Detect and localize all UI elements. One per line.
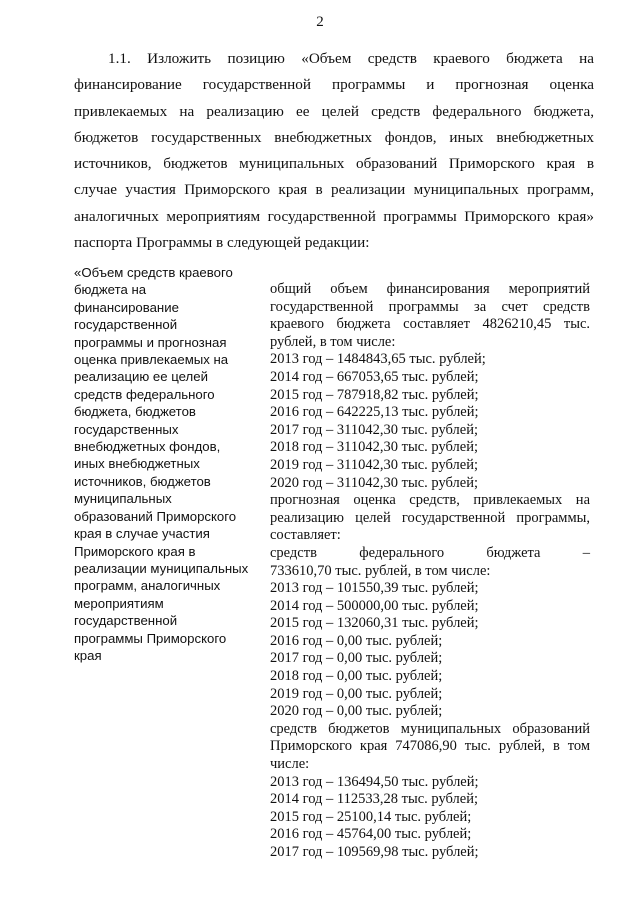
right-line: 2018 год – 311042,30 тыс. рублей; (270, 439, 478, 456)
left-line: государственных (74, 421, 179, 437)
right-line: средств бюджетов муниципальных образований (270, 720, 590, 737)
right-line: 733610,70 тыс. рублей, в том числе: (270, 562, 491, 579)
right-line: общий объем финансирования мероприятий (270, 281, 590, 297)
right-line: реализацию целей государственной программы, (270, 509, 590, 526)
right-line: составляет: (270, 527, 341, 544)
left-line: «Объем средств краевого (74, 265, 233, 280)
right-line: 2017 год – 311042,30 тыс. рублей; (270, 421, 478, 438)
right-line: 2014 год – 112533,28 тыс. рублей; (270, 791, 478, 808)
right-line: 2016 год – 0,00 тыс. рублей; (270, 632, 443, 649)
intro-line: аналогичных мероприятиям государственной программы Приморского края» (74, 207, 594, 225)
right-line: 2016 год – 45764,00 тыс. рублей; (270, 826, 472, 843)
left-line: программы Приморского (74, 630, 227, 646)
right-line: 2018 год – 0,00 тыс. рублей; (270, 668, 443, 685)
left-line: государственной (74, 613, 178, 629)
left-line: бюджета на (74, 282, 147, 298)
right-line: 2017 год – 0,00 тыс. рублей; (270, 650, 443, 667)
intro-line: финансирование государственной программы и прогнозная оценка (74, 76, 594, 94)
intro-line: паспорта Программы в следующей редакции: (74, 234, 370, 252)
left-line: муниципальных (74, 491, 172, 507)
left-line: края в случае участия (74, 526, 210, 542)
intro-line: бюджетов государственных внебюджетных фондов, иных внебюджетных (74, 128, 594, 146)
left-line: программы и прогнозная (74, 334, 227, 350)
right-line: 2015 год – 787918,82 тыс. рублей; (270, 386, 479, 403)
right-line: прогнозная оценка средств, привлекаемых на (270, 492, 590, 509)
left-line: иных внебюджетных (74, 456, 200, 472)
page-number: 2 (316, 14, 324, 30)
intro-line: источников, бюджетов муниципальных образований Приморского края в (74, 155, 594, 173)
intro-line: привлекаемых на реализацию ее целей средств федерального бюджета, (74, 102, 594, 120)
right-line: рублей, в том числе: (270, 333, 396, 350)
right-line: 2017 год – 109569,98 тыс. рублей; (270, 844, 479, 860)
left-line: государственной (74, 317, 178, 333)
intro-paragraph (74, 46, 594, 256)
right-line: 2015 год – 132060,31 тыс. рублей; (270, 615, 479, 632)
left-line: внебюджетных фондов, (74, 439, 221, 455)
right-line: числе: (270, 756, 310, 773)
right-line: 2014 год – 667053,65 тыс. рублей; (270, 368, 479, 385)
right-line: 2019 год – 0,00 тыс. рублей; (270, 685, 443, 702)
left-line: средств федерального (74, 386, 215, 402)
left-line: мероприятиям (74, 595, 164, 611)
right-line: 2013 год – 1484843,65 тыс. рублей; (270, 351, 486, 368)
intro-line: 1.1. Изложить позицию «Объем средств краевого бюджета на (108, 50, 594, 67)
left-line: финансирование (74, 299, 179, 315)
left-line: источников, бюджетов (74, 473, 211, 489)
position-content-column (270, 281, 590, 862)
left-line: бюджета, бюджетов (74, 404, 196, 420)
right-line: краевого бюджета составляет 4826210,45 тыс. (270, 316, 590, 333)
position-title-column (74, 264, 264, 664)
right-line: 2020 год – 311042,30 тыс. рублей; (270, 474, 478, 491)
right-line: 2013 год – 136494,50 тыс. рублей; (270, 773, 479, 790)
right-line: 2013 год – 101550,39 тыс. рублей; (270, 580, 479, 597)
intro-line: случае участия Приморского края в реализации муниципальных программ, (74, 181, 594, 199)
right-line: 2014 год – 500000,00 тыс. рублей; (270, 597, 479, 614)
left-line: оценка привлекаемых на (74, 352, 229, 368)
right-line: Приморского края 747086,90 тыс. рублей, в том (270, 738, 590, 755)
left-line: образований Приморского (74, 508, 237, 524)
right-line: 2020 год – 0,00 тыс. рублей; (270, 703, 443, 720)
left-line: Приморского края в (74, 543, 196, 559)
left-line: края (74, 647, 102, 663)
right-line: государственной программы за счет средств (270, 298, 590, 315)
right-line: 2015 год – 25100,14 тыс. рублей; (270, 808, 472, 825)
left-line: реализацию ее целей (74, 369, 208, 385)
left-line: реализации муниципальных (74, 560, 249, 576)
left-line: программ, аналогичных (74, 578, 221, 594)
right-line: 2019 год – 311042,30 тыс. рублей; (270, 456, 478, 473)
right-line: 2016 год – 642225,13 тыс. рублей; (270, 404, 479, 421)
right-line: средств федерального бюджета – (270, 544, 590, 561)
